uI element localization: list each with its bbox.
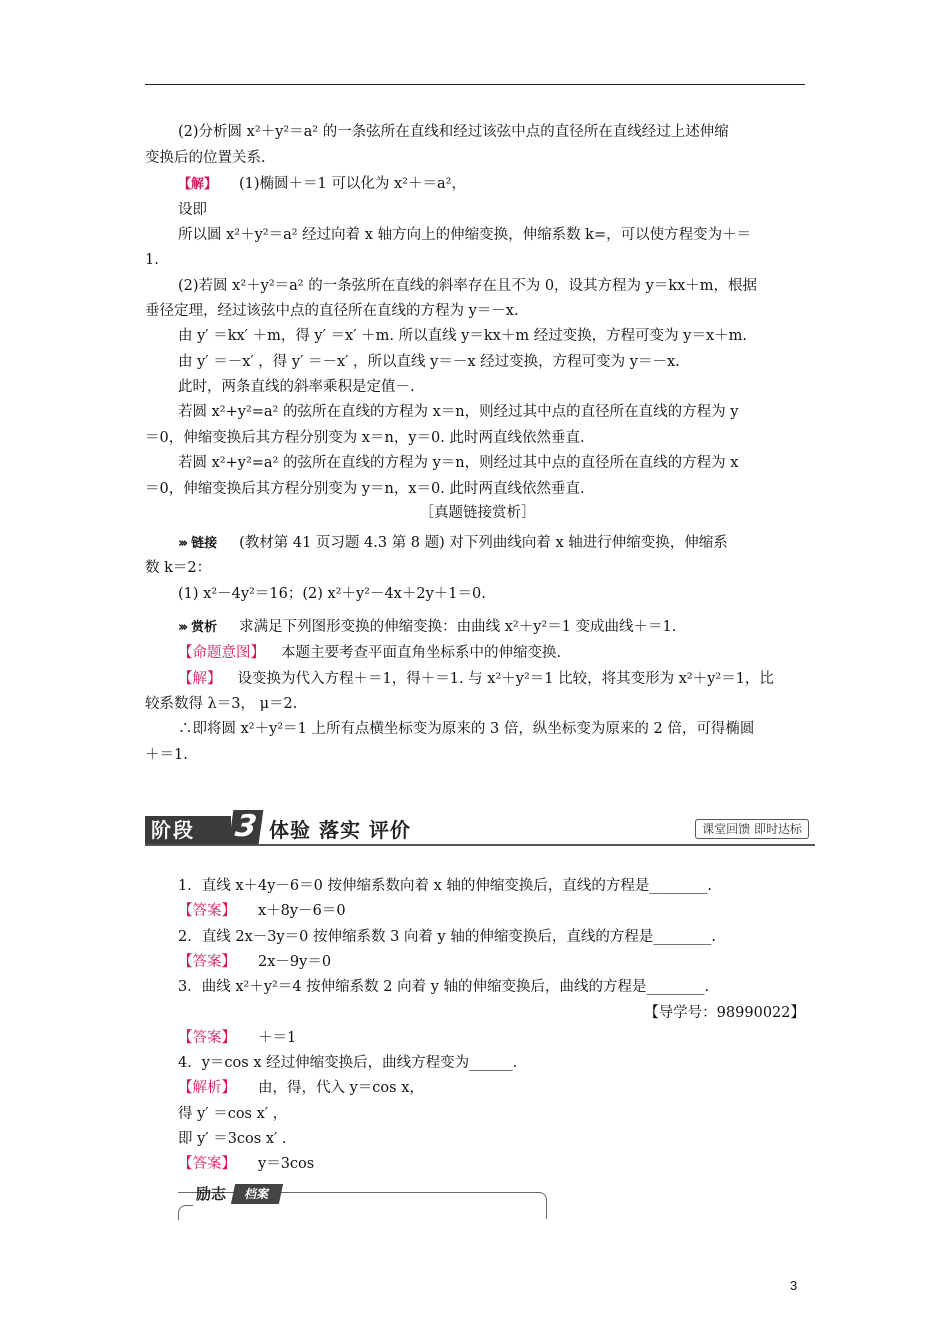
answer-text: y＝3cos xyxy=(258,1156,315,1172)
link-tag: 链接 xyxy=(191,536,218,551)
solution-text: 设变换为代入方程＋＝1，得＋＝1. 与 x²＋y²＝1 比较，将其变形为 x²＋y²＝1，比 xyxy=(237,671,774,687)
stage-number: 3 xyxy=(229,810,264,844)
body-line: 由 y′ ＝kx′ ＋m，得 y′ ＝x′ ＋m. 所以直线 y＝kx＋m 经过变换，方程可变为 y＝x＋m. xyxy=(178,328,748,344)
answer-line xyxy=(178,1154,843,1174)
link-equations: (1) x²－4y²＝16；(2) x²＋y²－4x＋2y＋1＝0. xyxy=(178,586,486,602)
link-line xyxy=(178,533,843,554)
stage-title: 体验 落实 评价 xyxy=(269,818,411,842)
body-line: 设即 xyxy=(178,202,207,218)
guide-number: 【导学号：98990022】 xyxy=(644,1005,805,1021)
body-line: 1. xyxy=(145,252,159,268)
triple-arrow-icon: ››› xyxy=(178,620,186,635)
analysis-text: 求满足下列图形变换的伸缩变换：由曲线 x²＋y²＝1 变成曲线＋＝1. xyxy=(239,619,677,635)
header-rule xyxy=(145,84,805,85)
solution-line xyxy=(178,174,843,195)
motivation-label: 励志 xyxy=(196,1185,227,1203)
answer-line xyxy=(178,901,843,921)
body-line: 若圆 x²+y²=a² 的弦所在直线的方程为 x＝n，则经过其中点的直径所在直线的方程为 y xyxy=(178,404,739,420)
solution-line: ∴即将圆 x²＋y²＝1 上所有点横坐标变为原来的 3 倍，纵坐标变为原来的 2 倍，可得椭圆 xyxy=(178,721,755,737)
body-line: 由 y′ ＝－x′ ，得 y′ ＝－x′ ，所以直线 y＝－x 经过变换，方程可变为 y＝－x. xyxy=(178,354,680,370)
exercise-question: 4．y＝cos x 经过伸缩变换后，曲线方程变为______. xyxy=(178,1055,518,1071)
analysis-line xyxy=(178,617,843,638)
banner-rule xyxy=(145,844,815,846)
analysis-tag: 赏析 xyxy=(191,620,218,635)
answer-tag: 【答案】 xyxy=(178,1030,236,1046)
body-line: 若圆 x²+y²=a² 的弦所在直线的方程为 y＝n，则经过其中点的直径所在直线的方程为 x xyxy=(178,455,739,471)
stage-banner xyxy=(145,809,815,848)
answer-line xyxy=(178,952,843,972)
question-text: (2)分析圆 x²＋y²＝a² 的一条弦所在直线和经过该弦中点的直径所在直线经过上述伸缩 xyxy=(178,124,729,140)
intent-text: 本题主要考查平面直角坐标系中的伸缩变换. xyxy=(281,645,562,661)
body-line: 所以圆 x²＋y²＝a² 经过向着 x 轴方向上的伸缩变换，伸缩系数 k=，可以使方程变为＋＝ xyxy=(178,227,752,243)
body-line: 垂径定理，经过该弦中点的直径所在直线的方程为 y＝－x. xyxy=(145,303,519,319)
answer-tag: 【答案】 xyxy=(178,903,236,919)
stage-label: 阶段 xyxy=(145,816,231,844)
answer-line xyxy=(178,1028,843,1048)
solution-tag: 【解】 xyxy=(178,671,222,687)
answer-text: 2x－9y＝0 xyxy=(258,954,332,970)
body-line: ＝0，伸缩变换后其方程分别变为 x＝n，y＝0. 此时两直线依然垂直. xyxy=(145,430,585,446)
motivation-tag: 档案 xyxy=(231,1184,283,1204)
analysis-tag: 【解析】 xyxy=(178,1080,236,1096)
link-line: 数 k＝2： xyxy=(145,560,212,576)
solution-line: 较系数得 λ＝3， μ＝2. xyxy=(145,696,298,712)
solution-tag: 【解】 xyxy=(178,177,218,192)
section-title: ［真题链接赏析］ xyxy=(419,505,536,521)
analysis-line: 得 y′ ＝cos x′ ， xyxy=(178,1106,288,1122)
stage-subtitle: 课堂回馈 即时达标 xyxy=(695,819,809,839)
question-text: 变换后的位置关系. xyxy=(145,150,266,166)
exercise-question: 2．直线 2x－3y＝0 按伸缩系数 3 向着 y 轴的伸缩变换后，直线的方程是________. xyxy=(178,929,716,945)
solution-line: ＋＝1. xyxy=(145,747,188,763)
body-line: (2)若圆 x²＋y²＝a² 的一条弦所在直线的斜率存在且不为 0，设其方程为 y＝kx＋m，根据 xyxy=(178,278,758,294)
page-number: 3 xyxy=(790,1278,798,1293)
triple-arrow-icon: ››› xyxy=(178,536,186,551)
solution-line xyxy=(178,669,843,689)
body-line: 此时，两条直线的斜率乘积是定值－. xyxy=(178,379,415,395)
answer-tag: 【答案】 xyxy=(178,954,236,970)
exercise-question: 3．曲线 x²＋y²＝4 按伸缩系数 2 向着 y 轴的伸缩变换后，曲线的方程是________. xyxy=(178,979,710,995)
analysis-line: 即 y′ ＝3cos x′ . xyxy=(178,1131,287,1147)
answer-text: x＋8y－6＝0 xyxy=(258,903,346,919)
analysis-line xyxy=(178,1078,843,1098)
answer-tag: 【答案】 xyxy=(178,1156,236,1172)
motivation-box xyxy=(178,1182,550,1218)
link-text: (教材第 41 页习题 4.3 第 8 题) 对下列曲线向着 x 轴进行伸缩变换，伸缩系 xyxy=(239,535,728,551)
answer-text: ＋＝1 xyxy=(258,1030,297,1046)
solution-text: (1)椭圆＋＝1 可以化为 x²＋＝a²， xyxy=(239,176,466,192)
intent-line xyxy=(178,643,843,663)
body-line: ＝0，伸缩变换后其方程分别变为 y＝n，x＝0. 此时两直线依然垂直. xyxy=(145,481,585,497)
intent-tag: 【命题意图】 xyxy=(178,645,265,661)
analysis-text: 由，得，代入 y＝cos x， xyxy=(258,1080,424,1096)
exercise-question: 1．直线 x＋4y－6＝0 按伸缩系数向着 x 轴的伸缩变换后，直线的方程是________. xyxy=(178,878,712,894)
